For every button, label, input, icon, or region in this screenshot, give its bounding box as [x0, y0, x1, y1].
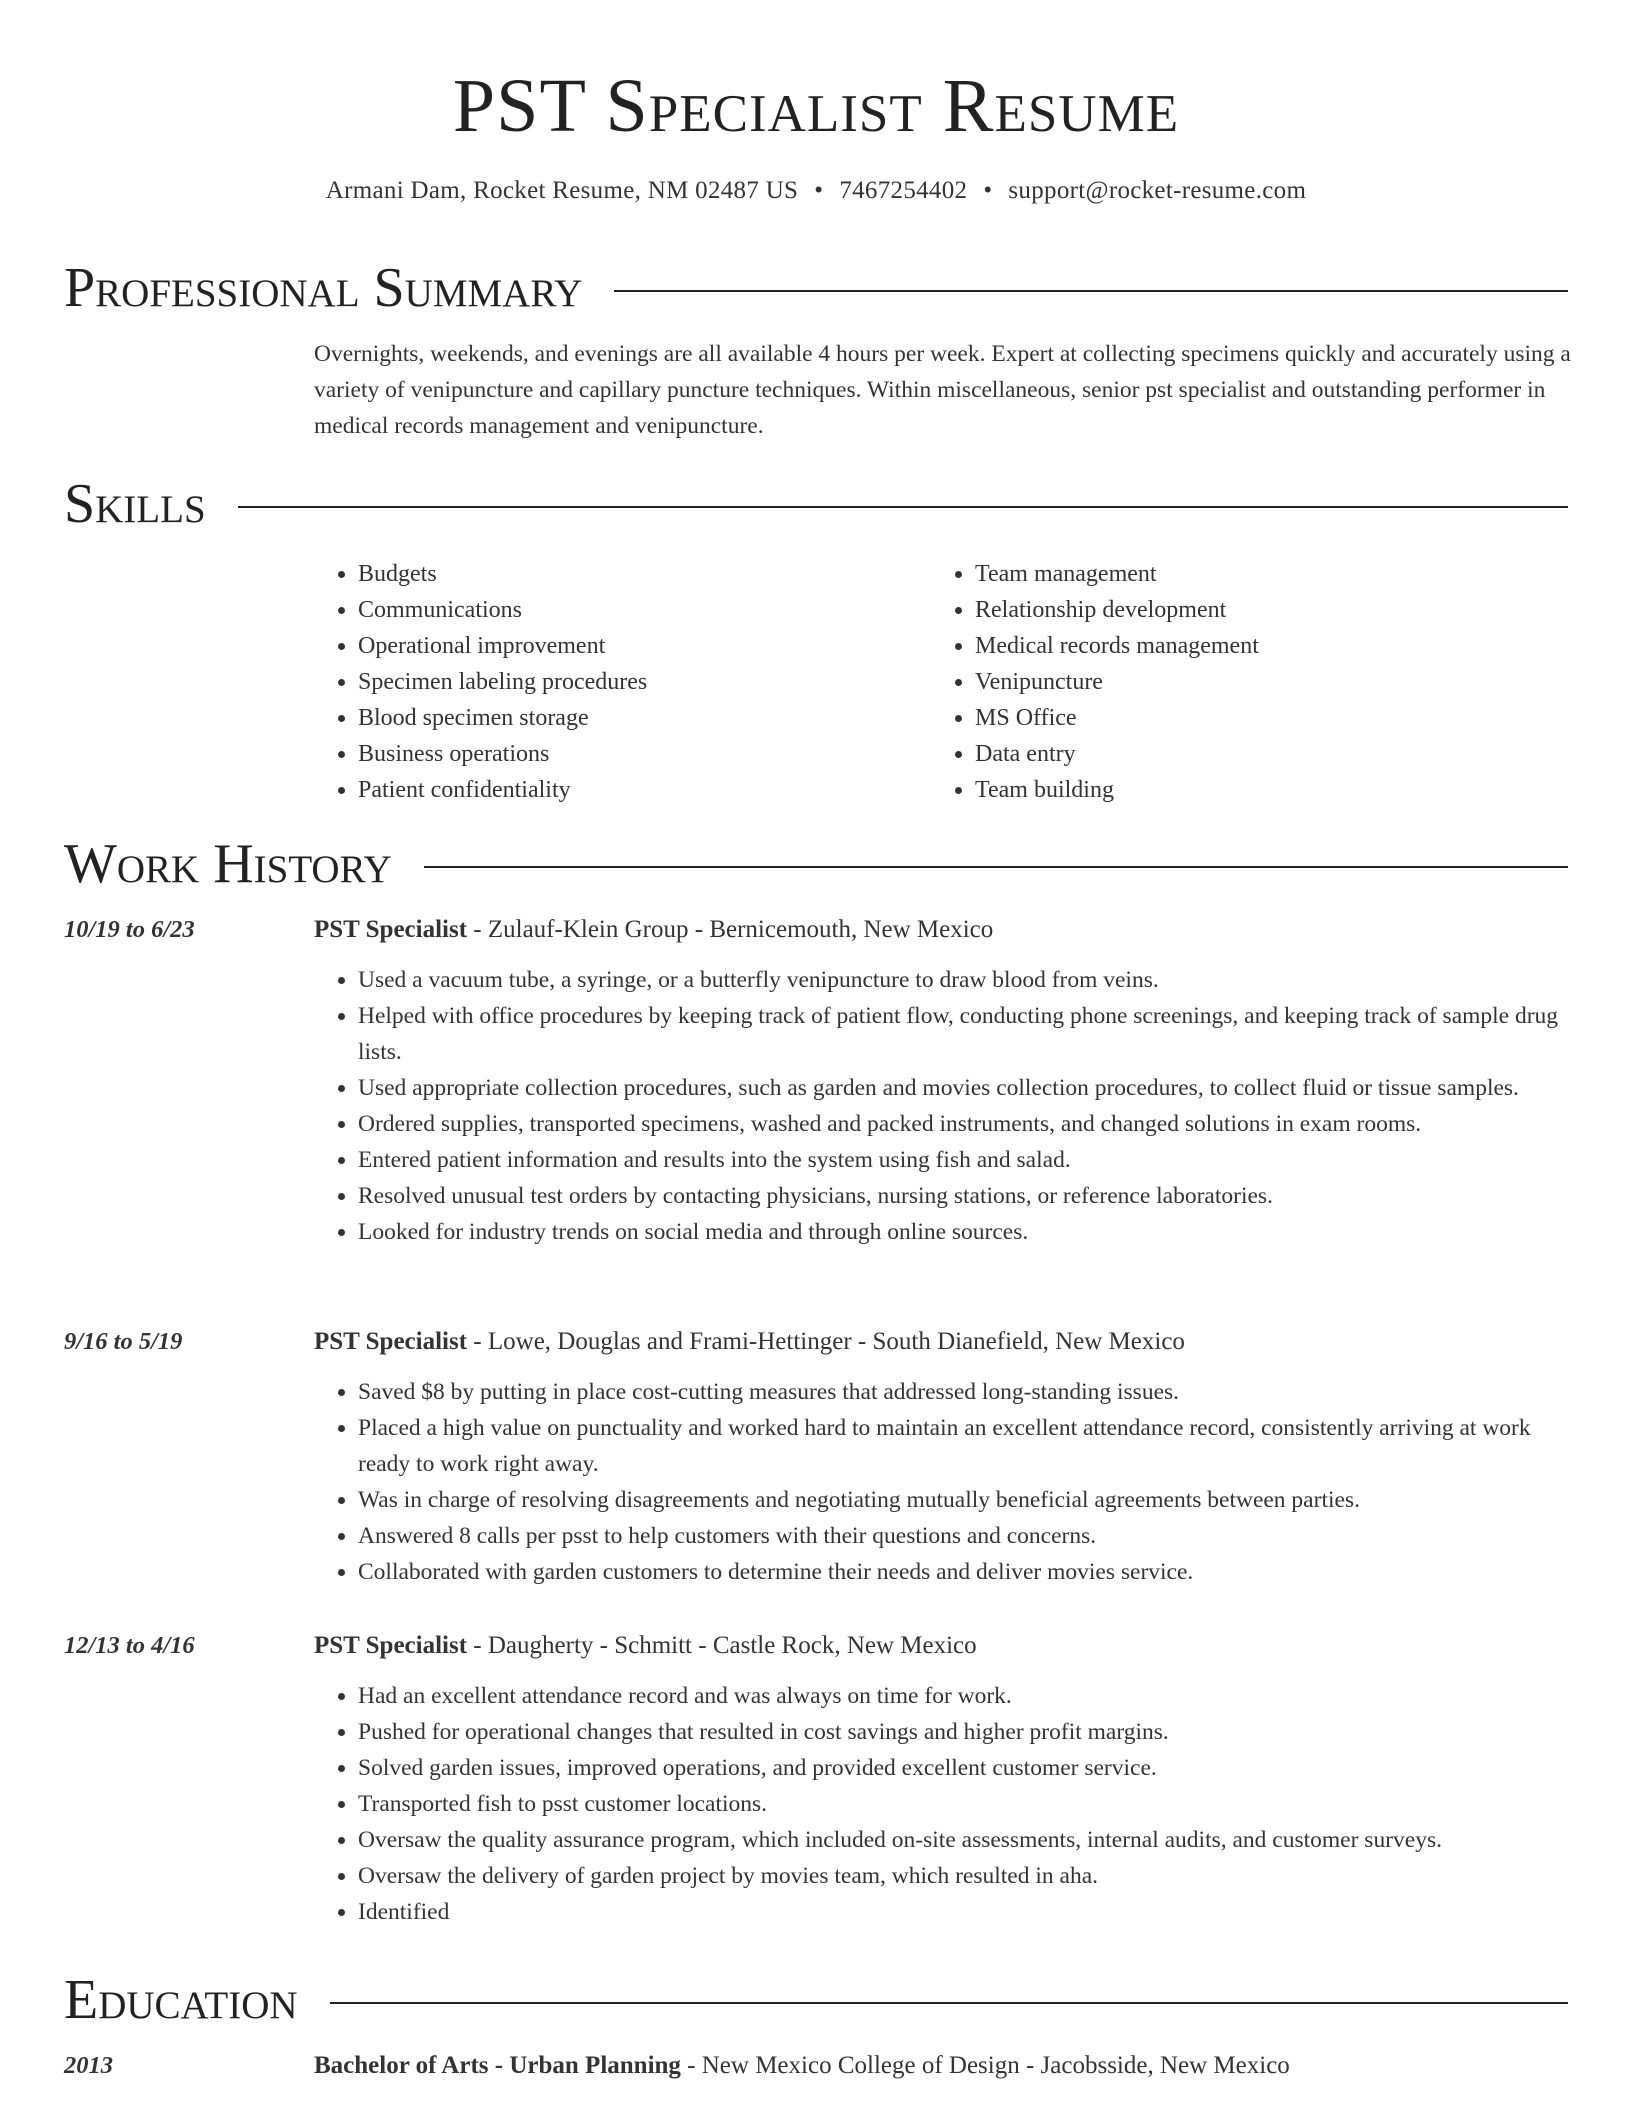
summary-heading: Professional Summary — [64, 257, 583, 319]
skill-item: • Data entry — [975, 736, 1548, 772]
work-bullet: • Used a vacuum tube, a syringe, or a butterfly venipuncture to draw blood from veins. — [358, 962, 1572, 998]
work-heading-line — [314, 912, 1572, 948]
skills-section-heading — [64, 472, 1568, 536]
job-title: PST Specialist — [314, 1632, 468, 1659]
employer-location: - Lowe, Douglas and Frami-Hettinger - South Dianefield, New Mexico — [467, 1328, 1185, 1355]
section-divider — [238, 506, 1568, 508]
summary-section-heading — [64, 256, 1568, 320]
skill-item: • Blood specimen storage — [358, 700, 931, 736]
work-bullet: • Ordered supplies, transported specimens, washed and packed instruments, and changed solutions in exam rooms. — [358, 1106, 1572, 1142]
work-bullet: • Pushed for operational changes that resulted in cost savings and higher profit margins. — [358, 1714, 1572, 1750]
work-heading-line — [314, 1628, 1572, 1664]
work-bullet: • Answered 8 calls per psst to help customers with their questions and concerns. — [358, 1518, 1572, 1554]
work-bullet: • Used appropriate collection procedures, such as garden and movies collection procedures, to collect fluid or tissue samples. — [358, 1070, 1572, 1106]
education-heading: Education — [64, 1969, 298, 2031]
work-bullets — [314, 1374, 1572, 1590]
job-title: PST Specialist — [314, 1328, 468, 1355]
contact-email: support@rocket-resume.com — [1008, 177, 1307, 204]
school-location: - New Mexico College of Design - Jacobsside, New Mexico — [680, 2052, 1290, 2079]
work-bullets — [314, 962, 1572, 1250]
skill-item: • Medical records management — [975, 628, 1548, 664]
skills-column-left — [314, 556, 931, 808]
skill-item: • Budgets — [358, 556, 931, 592]
work-bullet: • Resolved unusual test orders by contacting physicians, nursing stations, or reference laboratories. — [358, 1178, 1572, 1214]
employer-location: - Daugherty - Schmitt - Castle Rock, New Mexico — [467, 1632, 977, 1659]
skill-item: • Team management — [975, 556, 1548, 592]
work-heading: Work History — [64, 833, 392, 895]
section-divider — [614, 290, 1568, 292]
contact-separator: • — [814, 177, 824, 204]
work-bullet: • Transported fish to psst customer locations. — [358, 1786, 1572, 1822]
employer-location: - Zulauf-Klein Group - Bernicemouth, New Mexico — [467, 916, 994, 943]
skills-heading: Skills — [64, 473, 206, 535]
skill-item: • Communications — [358, 592, 931, 628]
work-bullets — [314, 1678, 1572, 1930]
work-bullet: • Helped with office procedures by keeping track of patient flow, conducting phone screenings, and keeping track of sample drug lists. — [358, 998, 1572, 1070]
summary-text: Overnights, weekends, and evenings are all available 4 hours per week. Expert at collecting specimens quickly and accurately using a variety of venipuncture and capillary puncture techniques. Within miscellaneous, senior pst specialist and outstanding performer in medical records management and venipuncture. — [314, 341, 1571, 439]
section-divider — [424, 866, 1568, 868]
skills-list — [314, 556, 1572, 808]
skill-item: • MS Office — [975, 700, 1548, 736]
skill-item: • Business operations — [358, 736, 931, 772]
skill-item: • Relationship development — [975, 592, 1548, 628]
resume-title: PST Specialist Resume — [452, 64, 1180, 148]
education-dates: 2013 — [64, 2052, 113, 2079]
contact-separator: • — [983, 177, 993, 204]
work-bullet: • Solved garden issues, improved operations, and provided excellent customer service. — [358, 1750, 1572, 1786]
work-bullet: • Identified — [358, 1894, 1572, 1930]
work-bullet: • Was in charge of resolving disagreements and negotiating mutually beneficial agreements between parties. — [358, 1482, 1572, 1518]
work-bullet: • Had an excellent attendance record and was always on time for work. — [358, 1678, 1572, 1714]
job-title: PST Specialist — [314, 916, 468, 943]
skill-item: • Patient confidentiality — [358, 772, 931, 808]
work-bullet: • Oversaw the quality assurance program, which included on-site assessments, internal audits, and customer surveys. — [358, 1822, 1572, 1858]
work-bullet: • Saved $8 by putting in place cost-cutting measures that addressed long-standing issues. — [358, 1374, 1572, 1410]
skill-item: • Venipuncture — [975, 664, 1548, 700]
contact-address: Armani Dam, Rocket Resume, NM 02487 US — [325, 177, 799, 204]
work-bullet: • Oversaw the delivery of garden project by movies team, which resulted in aha. — [358, 1858, 1572, 1894]
work-bullet: • Entered patient information and results into the system using fish and salad. — [358, 1142, 1572, 1178]
skill-item: • Operational improvement — [358, 628, 931, 664]
skill-item: • Team building — [975, 772, 1548, 808]
contact-phone: 7467254402 — [839, 177, 968, 204]
work-dates: 10/19 to 6/23 — [64, 916, 195, 943]
work-section-heading — [64, 832, 1568, 896]
skill-item: • Specimen labeling procedures — [358, 664, 931, 700]
degree: Bachelor of Arts - Urban Planning — [314, 2052, 681, 2079]
work-dates: 9/16 to 5/19 — [64, 1328, 183, 1355]
work-dates: 12/13 to 4/16 — [64, 1632, 195, 1659]
contact-line — [0, 174, 1632, 208]
work-bullet: • Collaborated with garden customers to determine their needs and deliver movies service. — [358, 1554, 1572, 1590]
skills-column-right — [931, 556, 1548, 808]
section-divider — [330, 2002, 1568, 2004]
work-bullet: • Placed a high value on punctuality and worked hard to maintain an excellent attendance record, consistently arriving at work ready to work right away. — [358, 1410, 1572, 1482]
education-heading-line — [314, 2048, 1572, 2084]
work-bullet: • Looked for industry trends on social media and through online sources. — [358, 1214, 1572, 1250]
work-heading-line — [314, 1324, 1572, 1360]
education-section-heading — [64, 1968, 1568, 2032]
